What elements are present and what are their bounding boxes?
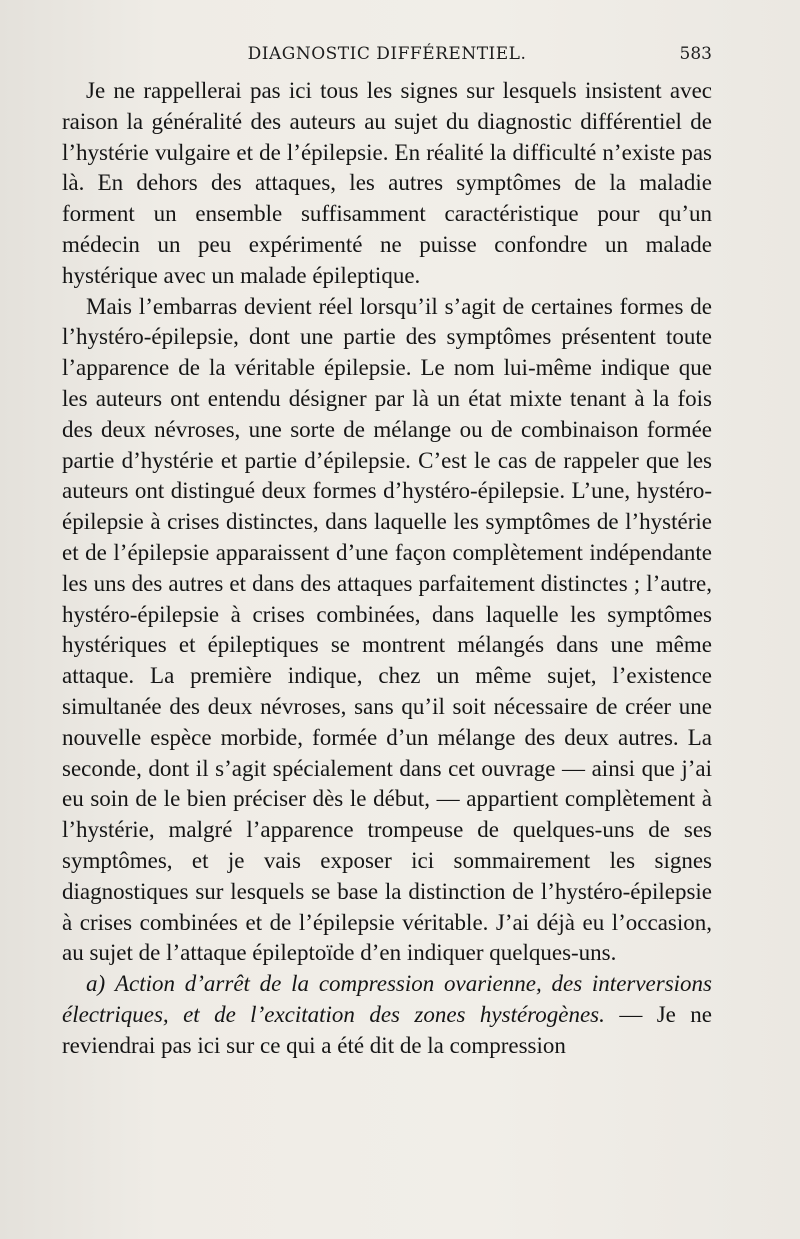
body-text [62,76,712,1062]
section-a-marker: a) [86,971,106,997]
section-a-text: — Je ne reviendrai pas ici sur ce qui a été dit de la compression [62,1001,712,1058]
paragraph-section-a [62,969,712,1061]
section-a-heading: Action d’arrêt de la compression ovarienne, des interversions électriques, et de l’excitation des zones hystérogènes. [62,971,713,1027]
page-number: 583 [679,44,712,64]
paragraph-1: Je ne rappellerai pas ici tous les signes sur lesquels insistent avec raison la généralité des auteurs au sujet du diagnostic différentiel de l’hystérie vulgaire et de l’épilepsie. En réalité la difficulté n’existe pas là. En dehors des attaques, les autres symptômes de la maladie forment un ensemble suffisamment caractéristique pour qu’un médecin un peu expérimenté ne puisse confondre un malade hystérique avec un malade épileptique. [62,78,712,288]
page-header [60,44,714,74]
paragraph-2: Mais l’embarras devient réel lorsqu’il s’agit de certaines formes de l’hystéro-épilepsie, dont une partie des symptômes présentent toute l’apparence de la véritable épilepsie. Le nom lui-même indique que les auteurs ont entendu désigner par là un état mixte tenant à la fois des deux névroses, une sorte de mélange ou de combinaison formée partie d’hystérie et partie d’épilepsie. C’est le cas de rappeler que les auteurs ont distingué deux formes d’hystéro-épilepsie. L’une, hystéro-épilepsie à crises distinctes, dans laquelle les symptômes de l’hystérie et de l’épilepsie apparaissent d’une façon complètement indépendante les uns des autres et dans des attaques parfaitement distinctes ; l’autre, hystéro-épilepsie à crises combinées, dans laquelle les symptômes hystériques et épileptiques se montrent mélangés dans une même attaque. La première indique, chez un même sujet, l’existence simultanée des deux névroses, sans qu’il soit nécessaire de créer une nouvelle espèce morbide, formée d’un mélange des deux autres. La seconde, dont il s’agit spécialement dans cet ouvrage — ainsi que j’ai eu soin de le bien préciser dès le début, — appartient complètement à l’hystérie, malgré l’apparence trompeuse de quelques-uns de ses symptômes, et je vais exposer ici sommairement les signes diagnostiques sur lesquels se base la distinction de l’hystéro-épilepsie à crises combinées et de l’épilepsie véritable. J’ai déjà eu l’occasion, au sujet de l’attaque épileptoïde d’en indiquer quelques-uns. [62,293,712,966]
running-title: DIAGNOSTIC DIFFÉRENTIEL. [247,44,527,64]
